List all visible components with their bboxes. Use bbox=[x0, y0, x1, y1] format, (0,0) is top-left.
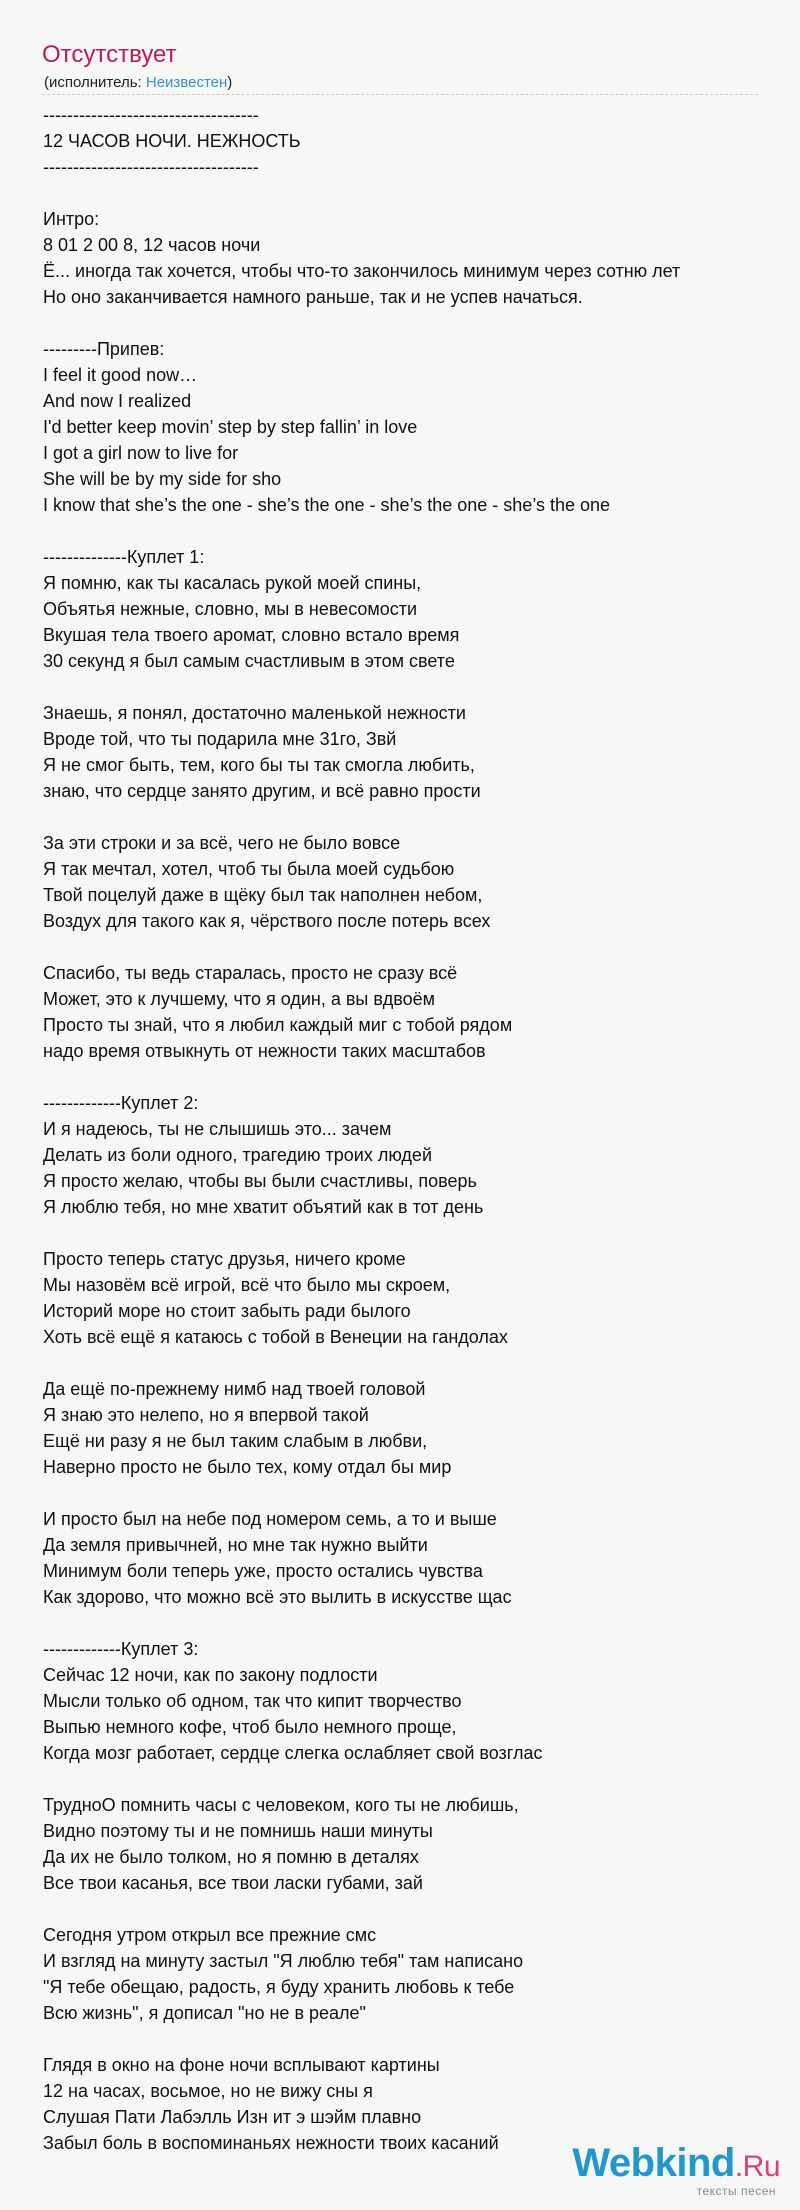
lyrics-line: Слушая Пати Лабэлль Изн ит э шэйм плавно bbox=[43, 2107, 422, 2127]
lyrics-line: Забыл боль в воспоминаньях нежности твоих касаний bbox=[43, 2133, 499, 2153]
lyrics-line: ТрудноО помнить часы с человеком, кого ты не любишь, bbox=[43, 1795, 519, 1815]
lyrics-line: И взгляд на минуту застыл "Я люблю тебя" там написано bbox=[43, 1951, 524, 1971]
lyrics-line: And now I realized bbox=[43, 391, 192, 411]
lyrics-line: Выпью немного кофе, чтоб было немного проще, bbox=[43, 1717, 457, 1737]
lyrics-blank-line bbox=[43, 1610, 783, 1636]
lyrics-line: She will be by my side for sho bbox=[43, 469, 282, 489]
lyrics-line: Может, это к лучшему, что я один, а вы вдвоём bbox=[43, 989, 435, 1009]
lyrics-line: Когда мозг работает, сердце слегка ослабляет свой возглас bbox=[43, 1743, 543, 1763]
lyrics-line: Все твои касанья, все твои ласки губами, зай bbox=[43, 1873, 423, 1893]
logo-tld: .Ru bbox=[734, 2150, 780, 2183]
lyrics-line: Воздух для такого как я, чёрствого после потерь всех bbox=[43, 911, 491, 931]
lyrics-line: Историй море но стоит забыть ради былого bbox=[43, 1301, 411, 1321]
lyrics-line: Всю жизнь", я дописал "но не в реале" bbox=[43, 2003, 366, 2023]
lyrics-line: Твой поцелуй даже в щёку был так наполнен небом, bbox=[43, 885, 483, 905]
lyrics-line: знаю, что сердце занято другим, и всё равно прости bbox=[43, 781, 481, 801]
lyrics-line: Я так мечтал, хотел, чтоб ты была моей судьбою bbox=[43, 859, 455, 879]
lyrics-line: Вкушая тела твоего аромат, словно встало время bbox=[43, 625, 460, 645]
artist-suffix: ) bbox=[227, 74, 233, 91]
lyrics-line: Спасибо, ты ведь старалась, просто не сразу всё bbox=[43, 963, 458, 983]
lyrics-blank-line bbox=[43, 1220, 783, 1246]
lyrics-line: Мысли только об одном, так что кипит творчество bbox=[43, 1691, 462, 1711]
lyrics-line: Минимум боли теперь уже, просто остались чувства bbox=[43, 1561, 483, 1581]
lyrics-line: Ещё ни разу я не был таким слабым в любви, bbox=[43, 1431, 428, 1451]
lyrics-line: --------------Куплет 1: bbox=[43, 547, 205, 567]
lyrics-line: И я надеюсь, ты не слышишь это... зачем bbox=[43, 1119, 392, 1139]
lyrics-line: Просто ты знай, что я любил каждый миг с тобой рядом bbox=[43, 1015, 513, 1035]
lyrics-line: Да земля привычней, но мне так нужно выйти bbox=[43, 1535, 428, 1555]
lyrics-line: Делать из боли одного, трагедию троих людей bbox=[43, 1145, 432, 1165]
page-title: Отсутствует bbox=[42, 41, 177, 68]
lyrics-blank-line bbox=[43, 1896, 783, 1922]
lyrics-line: Я просто желаю, чтобы вы были счастливы, поверь bbox=[43, 1171, 477, 1191]
lyrics-line: Наверно просто не было тех, кому отдал бы мир bbox=[43, 1457, 452, 1477]
lyrics-line: Я знаю это нелепо, но я впервой такой bbox=[43, 1405, 369, 1425]
lyrics-blank-line bbox=[43, 518, 783, 544]
lyrics-line: Объятья нежные, словно, мы в невесомости bbox=[43, 599, 418, 619]
lyrics-blank-line bbox=[43, 934, 783, 960]
lyrics-line: Я помню, как ты касалась рукой моей спины, bbox=[43, 573, 422, 593]
artist-prefix: (исполнитель: bbox=[44, 74, 146, 91]
lyrics-blank-line bbox=[43, 2026, 783, 2052]
lyrics-line: -------------Куплет 2: bbox=[43, 1093, 199, 1113]
header-divider bbox=[42, 94, 758, 95]
lyrics-line: 8 01 2 00 8, 12 часов ночи bbox=[43, 235, 261, 255]
lyrics-line: Глядя в окно на фоне ночи всплывают картины bbox=[43, 2055, 440, 2075]
lyrics-line: Да их не было толком, но я помню в деталях bbox=[43, 1847, 419, 1867]
lyrics-line: Как здорово, что можно всё это вылить в искусстве щас bbox=[43, 1587, 512, 1607]
lyrics-line: I got a girl now to live for bbox=[43, 443, 239, 463]
lyrics-line: ------------------------------------ bbox=[43, 105, 259, 125]
lyrics-line: Да ещё по-прежнему нимб над твоей головой bbox=[43, 1379, 426, 1399]
lyrics-text bbox=[43, 102, 783, 2156]
lyrics-line: ---------Припев: bbox=[43, 339, 165, 359]
lyrics-line: ------------------------------------ bbox=[43, 157, 259, 177]
lyrics-line: надо время отвыкнуть от нежности таких масштабов bbox=[43, 1041, 486, 1061]
artist-link[interactable]: Неизвестен bbox=[145, 74, 228, 91]
lyrics-line: Интро: bbox=[43, 209, 100, 229]
lyrics-line: И просто был на небе под номером семь, а то и выше bbox=[43, 1509, 497, 1529]
lyrics-line: Сегодня утром открыл все прежние смс bbox=[43, 1925, 377, 1945]
lyrics-line: I feel it good now… bbox=[43, 365, 198, 385]
lyrics-line: Я не смог быть, тем, кого бы ты так смогла любить, bbox=[43, 755, 475, 775]
lyrics-line: 30 секунд я был самым счастливым в этом свете bbox=[43, 651, 455, 671]
artist-line bbox=[44, 74, 232, 92]
lyrics-line: 12 на часах, восьмое, но не вижу сны я bbox=[43, 2081, 373, 2101]
lyrics-line: 12 ЧАСОВ НОЧИ. НЕЖНОСТЬ bbox=[43, 131, 301, 151]
lyrics-line: Знаешь, я понял, достаточно маленькой нежности bbox=[43, 703, 466, 723]
lyrics-line: I know that she’s the one - she’s the one - she’s the one - she’s the one bbox=[43, 495, 611, 515]
lyrics-line: Но оно заканчивается намного раньше, так и не успев начаться. bbox=[43, 287, 583, 307]
lyrics-line: Ё... иногда так хочется, чтобы что-то закончилось минимум через сотню лет bbox=[43, 261, 681, 281]
lyrics-line: Я люблю тебя, но мне хватит объятий как в тот день bbox=[43, 1197, 484, 1217]
logo-wordmark bbox=[572, 2140, 780, 2190]
lyrics-line: Мы назовём всё игрой, всё что было мы скроем, bbox=[43, 1275, 451, 1295]
lyrics-blank-line bbox=[43, 1480, 783, 1506]
logo-main-text: Webkind bbox=[572, 2141, 735, 2185]
lyrics-blank-line bbox=[43, 1766, 783, 1792]
lyrics-line: Вроде той, что ты подарила мне 31го, Звй bbox=[43, 729, 397, 749]
lyrics-line: -------------Куплет 3: bbox=[43, 1639, 199, 1659]
lyrics-blank-line bbox=[43, 180, 783, 206]
lyrics-blank-line bbox=[43, 804, 783, 830]
webkind-logo[interactable] bbox=[572, 2140, 780, 2200]
lyrics-blank-line bbox=[43, 1350, 783, 1376]
lyrics-line: Видно поэтому ты и не помнишь наши минуты bbox=[43, 1821, 433, 1841]
lyrics-line: I'd better keep movin’ step by step fallin’ in love bbox=[43, 417, 418, 437]
lyrics-line: Просто теперь статус друзья, ничего кроме bbox=[43, 1249, 406, 1269]
lyrics-blank-line bbox=[43, 1064, 783, 1090]
lyrics-line: За эти строки и за всё, чего не было вовсе bbox=[43, 833, 401, 853]
lyrics-line: "Я тебе обещаю, радость, я буду хранить любовь к тебе bbox=[43, 1977, 515, 1997]
logo-tagline: тексты песен bbox=[696, 2184, 776, 2198]
lyrics-line: Хоть всё ещё я катаюсь с тобой в Венеции на гандолах bbox=[43, 1327, 508, 1347]
lyrics-line: Сейчас 12 ночи, как по закону подлости bbox=[43, 1665, 378, 1685]
lyrics-blank-line bbox=[43, 310, 783, 336]
lyrics-blank-line bbox=[43, 674, 783, 700]
